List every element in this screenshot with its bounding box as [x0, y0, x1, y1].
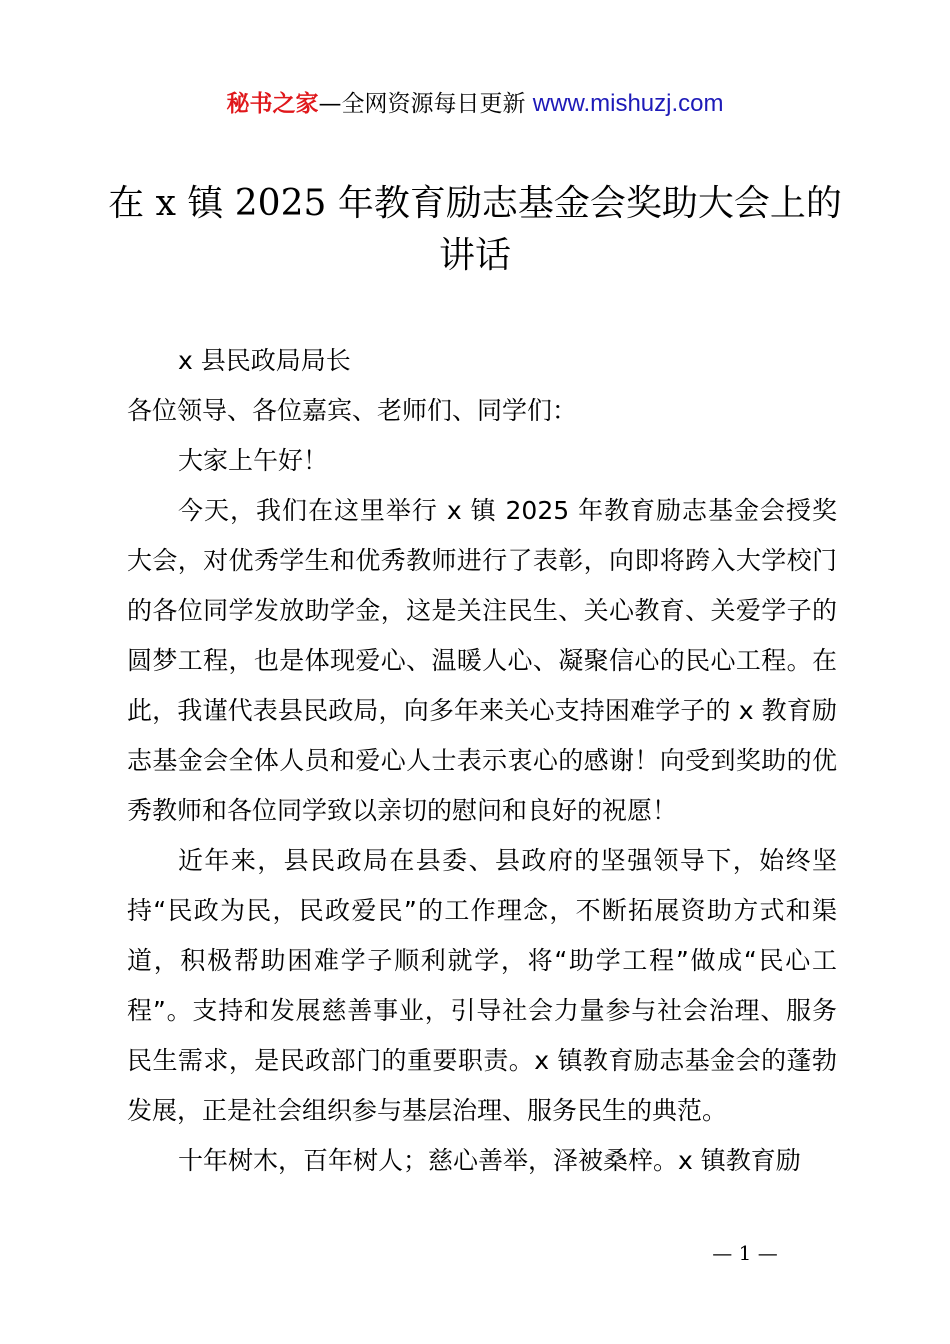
page-number: — 1 —	[712, 1241, 778, 1265]
salutation: 各位领导、各位嘉宾、老师们、同学们：	[127, 396, 578, 425]
site-brand: 秘书之家	[226, 91, 319, 117]
speaker-line: x 县民政局局长	[178, 346, 351, 375]
paragraph-3: 十年树木，百年树人；慈心善举，泽被桑梓。x 镇教育励	[178, 1146, 801, 1175]
greeting: 大家上午好！	[178, 446, 329, 475]
paragraph-2: 近年来，县民政局在县委、县政府的坚强领导下，始终坚持“民政为民，民政爱民”的工作理念，不断拓展资助方式和渠道，积极帮助困难学子顺利就学，将“助学工程”做成“民心工程”。支持和发展慈善事业，引导社会力量参与社会治理、服务民生需求，是民政部门的重要职责。x 镇教育励志基金会的蓬勃发展，正是社会组织参与基层治理、服务民生的典范。	[127, 846, 837, 1125]
site-tagline: —全网资源每日更新	[318, 91, 526, 117]
title-line-1: 在 x 镇 2025 年教育励志基金会奖助大会上的	[108, 183, 842, 224]
site-url-link[interactable]: www.mishuzj.com	[532, 90, 724, 117]
document-body	[127, 336, 837, 1186]
document-title	[60, 178, 890, 282]
title-line-2: 讲话	[438, 235, 511, 276]
site-header	[0, 86, 950, 122]
paragraph-1: 今天，我们在这里举行 x 镇 2025 年教育励志基金会授奖大会，对优秀学生和优秀教师进行了表彰，向即将跨入大学校门的各位同学发放助学金，这是关注民生、关心教育、关爱学子的圆梦工程，也是体现爱心、温暖人心、凝聚信心的民心工程。在此，我谨代表县民政局，向多年来关心支持困难学子的 x 教育励志基金会全体人员和爱心人士表示衷心的感谢！向受到奖助的优秀教师和各位同学致以亲切的慰问和良好的祝愿！	[127, 496, 837, 825]
